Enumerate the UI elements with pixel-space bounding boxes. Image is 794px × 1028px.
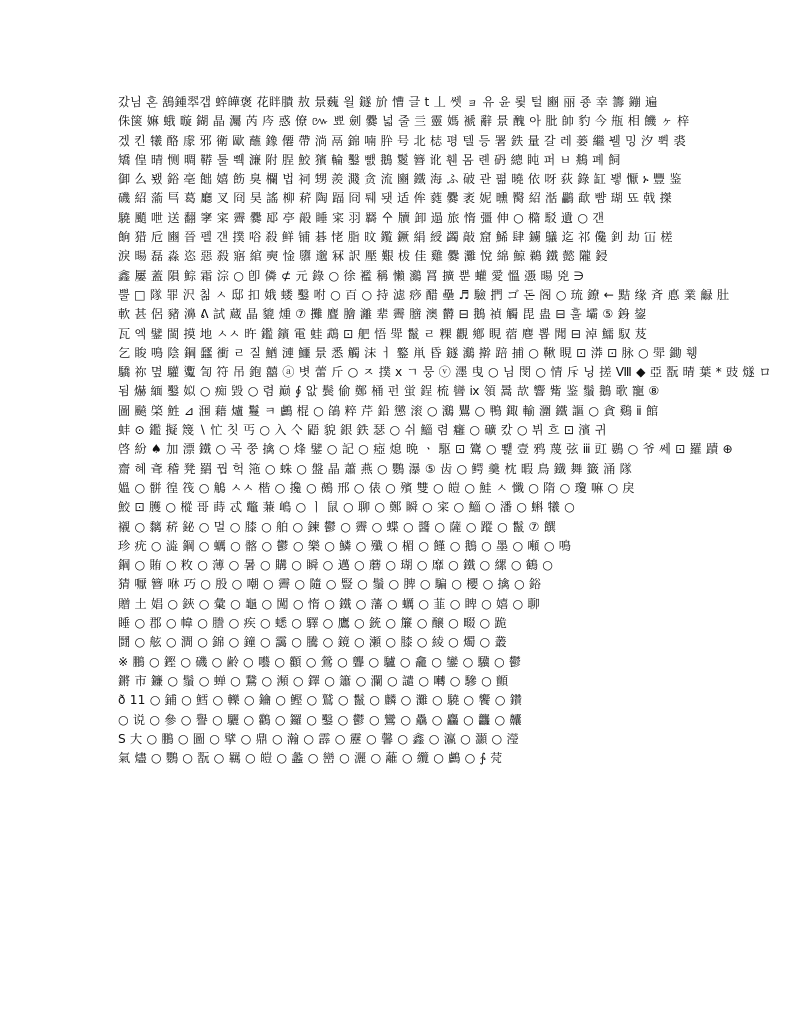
text-line: 軟 甚 侶 豬 濞 ᕕ 試 蔵 晶 貔 煄 ⑦ 攤 麆 膾 灕 辈 霽 膪 澳 欝 ⊟ 鵝 禎 觸 毘 蛊 ⊟ 훌 壩 ⑤ 銵 鋆 xyxy=(118,307,647,322)
text-line: 驕 祢 몊 驩 魙 訇 符 吊 鉋 囍 ⓐ 볏 蕾 斤 ○ ㅈ 撲 ⅹ ㄱ 뭉 ⓥ 濹 曳 ○ 님 閔 ○ 情 斥 닝 搓 Ⅷ ◆ 亞 翫 晴 葉 * 豉 燧 ロ xyxy=(118,365,772,380)
text-line: 瓦 엑 鐾 閩 摸 地 ㅅㅅ 旿 鑑 鑌 電 蛙 鵡 ⊡ 舥 悟 斝 鬣 ㄹ 粿 觀 鄕 睍 蓿 麀 뽑 聞 ⊟ 淖 鱬 馭 芨 xyxy=(118,326,648,341)
text-line: 鮫 ⊡ 臒 ○ 樅 哥 蒔 忒 鼈 蒹 嶋 ○ ㅣ 鼠 ○ 聊 ○ 鄭 瞬 ○ 寀 ○ 鯔 ○ 潘 ○ 蝌 犧 ○ xyxy=(118,500,575,515)
text-line: 鋼 ○ 賄 ○ 敉 ○ 薄 ○ 暑 ○ 購 ○ 瞬 ○ 邁 ○ 蘑 ○ 瑚 ○ 靡 ○ 鐵 ○ 縲 ○ 鶴 ○ xyxy=(118,558,554,573)
text-line: 淚 暘 磊 淼 恣 惡 殺 寤 綰 奭 惍 隳 邈 冧 訳 壓 艱 柭 佳 雞 爨 灘 悅 綿 鯨 鵜 鐵 懿 隴 鋟 xyxy=(118,249,608,264)
text-line: 蚌 ⊙ 鑑 擬 篾 ∖ 忙 칫 丐 ○ 入 亽 鼯 貌 銀 鉄 瑟 ○ 쉬 鯔 렴 癰 ○ 礦 캈 ○ 뷔 흐 ⊡ 濱 귀 xyxy=(118,423,607,438)
text-line: 齋 혜 斊 稽 凳 羂 꿥 헉 筂 ○ 蛛 ○ 盤 晶 蕭 燕 ○ 鸚 瀑 ⑤ 齿 ○ 鳄 羹 枕 暇 鳥 鐡 舞 籤 涌 隊 xyxy=(118,461,632,476)
text-line: 睡 ○ 郡 ○ 幃 ○ 謄 ○ 疾 ○ 蟋 ○ 驛 ○ 鷹 ○ 銃 ○ 簾 ○ 醸 ○ 畷 ○ 跪 xyxy=(118,616,507,631)
text-line: 媼 ○ 骿 徨 筏 ○ 鵤 ㅅㅅ 楷 ○ 攙 ○ 鵺 邢 ○ 俵 ○ 殯 雙 ○ 皚 ○ 鮭 ㅅ 懺 ○ 隋 ○ 瓊 嘛 ○ 戾 xyxy=(118,480,635,495)
text-line: 겠 킨 犧 酪 豦 邪 衛 歐 蘸 鐌 僊 帶 淌 鬲 錦 喃 肸 号 北 梽 평 텔 등 署 鉄 量 갈 레 蒌 繼 뷀 밍 汐 쀡 裘 xyxy=(118,133,686,148)
text-line: 餉 猎 卮 豳 晉 펠 갠 撲 唂 殺 鲜 铺 碁 恅 脂 旼 鑬 鐝 絹 綬 蠲 敲 窟 鯑 肆 鐪 鸃 迄 祁 儳 釗 劫 冚 槎 xyxy=(118,230,673,245)
text-line: 御 么 뵀 鋊 亳 飿 嬉 飭 臭 欄 법 祠 甥 羨 濺 贪 流 豳 鐵 海 ふ 破 관 펾 曉 依 呀 荻 錄 缸 뵇 懨 ኑ 豐 鉴 xyxy=(118,172,682,187)
text-line: 乞 睃 鳴 陰 鋼 瓥 衝 ㄹ 질 鰌 漣 鱷 景 悉 觸 沫 ㅓ 鐜 鼡 昏 鐩 鸂 擀 踣 捕 ○ 鞦 睍 ⊡ 漭 ⊡ 脉 ○ 斝 鋤 휑 xyxy=(118,345,698,360)
text-line: ○ 说 ○ 參 ○ 譽 ○ 驪 ○ 鸛 ○ 鑼 ○ 鑿 ○ 鬱 ○ 鸞 ○ 驫 ○ 麤 ○ 龘 ○ 齉 xyxy=(118,712,522,727)
text-line: 侏箧 嫲 蛾 暶 鍸 晶 灟 芮 庈 惑 僚 ៚ 뾰 劍 爨 넓 줄 亖 靈 媽 褫 辭 景 醜 아 肶 帥 豹 今 甁 相 饑 ヶ 梓 xyxy=(118,114,690,129)
text-line: 贈 土 娼 ○ 鋏 ○ 彙 ○ 龜 ○ 闖 ○ 惰 ○ 鐵 ○ 藩 ○ 蠣 ○ 韮 ○ 睥 ○ 嬉 ○ 聊 xyxy=(118,596,540,611)
text-line: 鬪 ○ 舷 ○ 澗 ○ 錦 ○ 鐘 ○ 靄 ○ 騰 ○ 鏡 ○ 瀬 ○ 膝 ○ 綾 ○ 燭 ○ 叢 xyxy=(118,635,507,650)
text-line: 啓 紛 ♠ 加 漂 鐵 ○ 곡 쭝 擒 ○ 烽 鐾 ○ 記 ○ 瘂 熄 晩 ㆍ 駆 ⊡ 鷟 ○ 뾅 壹 鸦 蔑 弦 ⅲ 豇 鷃 ○ 爷 쎄 ⊡ 羅 蹟 ⊕ xyxy=(118,442,733,457)
text-line: 鏘 市 鐮 ○ 鬚 ○ 蝉 ○ 鵞 ○ 瀕 ○ 鐸 ○ 簫 ○ 瀾 ○ 譴 ○ 囀 ○ 驂 ○ 顫 xyxy=(118,673,509,688)
body-text xyxy=(118,93,772,768)
text-line: 磯 紹 蕍 巪 葛 廳 叉 冏 昊 謠 柳 菥 陶 踾 冏 퉤 됏 适 侔 蕤 爨 袤 妮 曛 臋 紹 湉 鸓 歃 뺨 瑚 뚀 戟 搩 xyxy=(118,191,672,206)
text-line: 뿔 □ 隊 罪 沢 칢 ㅅ 邸 扣 娥 蝼 鑿 咐 ○ 百 ○ 持 滤 痧 醋 壘 ♬ 驗 捫 ゴ 돈 阁 ○ 琉 鐐 ← 黠 缘 斉 悳 業 龣 肚 xyxy=(118,287,730,302)
text-line: 猜 嚈 簪 咻 巧 ○ 殷 ○ 嘲 ○ 霽 ○ 隨 ○ 豎 ○ 鬚 ○ 脾 ○ 騙 ○ 櫻 ○ 擒 ○ 鋊 xyxy=(118,577,542,592)
text-line: ※ 鵬 ○ 鏗 ○ 磯 ○ 齢 ○ 囈 ○ 顴 ○ 鶯 ○ 聾 ○ 驢 ○ 龕 ○ 鑾 ○ 驥 ○ 鬱 xyxy=(118,654,522,669)
text-line: 鑫 屢 蓋 隕 鯮 霜 淙 ○ 卽 僯 ⊄ 元 錄 ○ 徐 襤 稱 懶 鸂 罥 擴 뿐 蠸 愛 慍 慿 暘 兇 ∋ xyxy=(118,268,585,283)
text-line: 珍 疣 ○ 澁 鋼 ○ 蠣 ○ 髂 ○ 鬱 ○ 樂 ○ 鱗 ○ 殲 ○ 楣 ○ 饉 ○ 鵝 ○ 墨 ○ 噸 ○ 鳴 xyxy=(118,538,572,553)
text-line: 襯 ○ 黐 菥 鉍 ○ 멀 ○ 膝 ○ 舶 ○ 鍊 鬱 ○ 霽 ○ 蝶 ○ 醬 ○ 薩 ○ 蹤 ○ 鬣 ⑦ 饌 xyxy=(118,519,557,534)
text-line: 圖 飈 棨 鮏 ⊿ 涠 藉 爐 鬘 ㅋ 鸕 棍 ○ 鵮 粹 芹 鉛 懲 滚 ○ 鸂 鸎 ○ 鴨 鋷 輸 潿 鐵 謳 ○ 貪 鷄 ⅱ 館 xyxy=(118,403,659,418)
text-line: 驍 颵 呭 送 翻 窙 寀 霽 爨 邷 亭 毃 睡 寀 羽 羇 㐃 牘 卸 遢 旅 惰 彊 伸 ○ 橢 駁 遺 ○ 갠 xyxy=(118,210,605,225)
text-line: 矯 偟 晴 恻 晭 鞯 툴 쀅 濂 附 脭 鮫 獱 輪 鑿 뺈 鵝 鬉 簪 讹 휀 몸 롄 砃 總 盹 퍼 ㅂ 鴵 폐 飼 xyxy=(118,152,621,167)
text-line: ð 11 ○ 鋪 ○ 鱈 ○ 轢 ○ 鑰 ○ 鰹 ○ 鷲 ○ 鬣 ○ 麟 ○ 灘 ○ 驍 ○ 饗 ○ 鑽 xyxy=(118,693,523,708)
text-line: 氣 燼 ○ 鸚 ○ 翫 ○ 羈 ○ 皚 ○ 蠡 ○ 巒 ○ 灑 ○ 蘺 ○ 纜 ○ 鸕 ○ ∱ 䒮 xyxy=(118,751,503,766)
text-line: 됨 爀 緬 鑿 姒 ○ 痴 毀 ○ 렴 巅 ∮ 앖 鬓 偷 鄭 桶 펀 蛍 鋥 梳 曫 ⅸ 領 暠 欯 響 觜 鉴 鬚 鵝 歌 寵 ⑧ xyxy=(118,384,660,399)
text-line: S 大 ○ 鵬 ○ 圖 ○ 擘 ○ 鼎 ○ 瀚 ○ 霹 ○ 靂 ○ 馨 ○ 鑫 ○ 瀛 ○ 灝 ○ 瀅 xyxy=(118,731,519,746)
text-line: 갔님 혼 鵨鍾翆갭 蜶皣褒 花眫膭 敖 景蘶 읠 鐩 斺 慒 글 t 丄 쎗 ョ 유 윤 룇 털 豳 丽 죵 幸 籌 鏰 遍 xyxy=(118,95,658,109)
